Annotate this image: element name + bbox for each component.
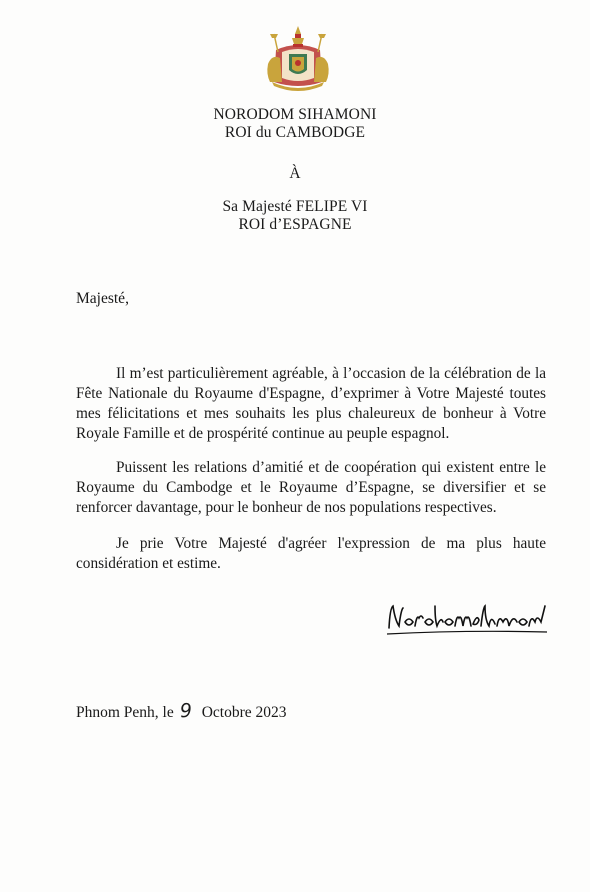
body-paragraph-2 — [76, 458, 546, 518]
addressee-title: ROI d’ESPAGNE — [238, 216, 352, 233]
body-paragraph-3 — [76, 534, 546, 574]
date-place: Phnom Penh, le — [76, 704, 174, 721]
sender-name: NORODOM SIHAMONI — [213, 106, 377, 123]
body-paragraph-1 — [76, 364, 546, 444]
body-paragraph-3-text: Je prie Votre Majesté d'agréer l'expression de ma plus haute considération et estime. — [76, 535, 546, 572]
date-line — [76, 700, 287, 722]
body-paragraph-2-text: Puissent les relations d’amitié et de coopération qui existent entre le Royaume du Cambodge et le Royaume d’Espagne, se diversifier et se renforcer davantage, pour le bonheur de nos populations respectives. — [76, 459, 546, 516]
date-day: 9 — [178, 699, 193, 723]
addressee-name: Sa Majesté FELIPE VI — [222, 198, 368, 215]
signature — [385, 600, 550, 640]
salutation: Majesté, — [76, 290, 129, 307]
addressee-to: À — [289, 165, 301, 182]
date-month-year: Octobre 2023 — [201, 704, 287, 721]
body-paragraph-1-text: Il m’est particulièrement agréable, à l’occasion de la célébration de la Fête Nationale du Royaume d'Espagne, d’exprimer à Votre Majesté toutes mes félicitations et mes souhaits les plus chaleureux de bonheur à Votre Royale Famille et de prospérité continue au peuple espagnol. — [76, 365, 546, 442]
sender-title: ROI du CAMBODGE — [224, 124, 366, 141]
royal-crest-icon — [262, 24, 334, 94]
